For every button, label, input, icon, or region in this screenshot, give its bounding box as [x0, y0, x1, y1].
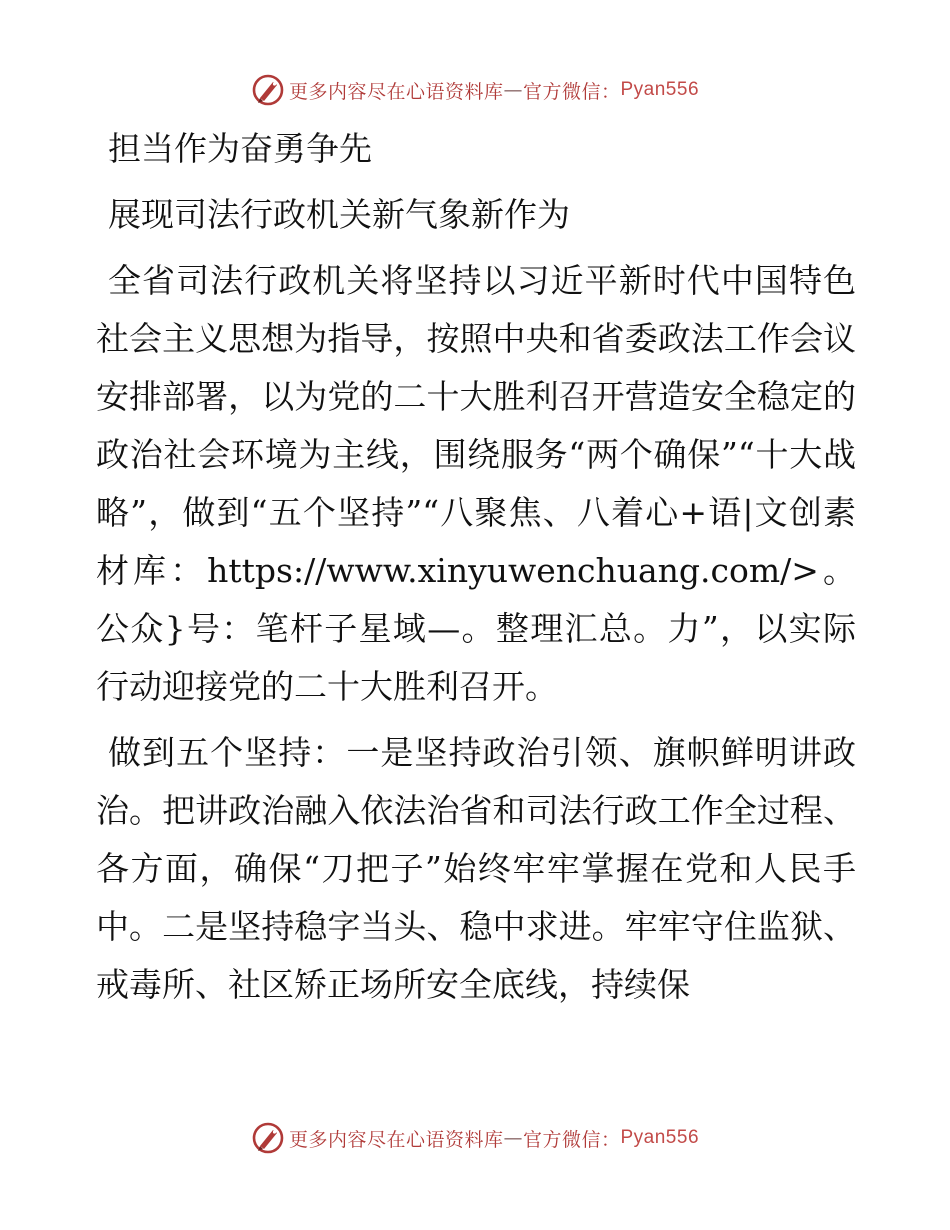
- header-contact-label: 官方微信：: [522, 80, 621, 103]
- paragraph-2: 做到五个坚持：一是坚持政治引领、旗帜鲜明讲政治。把讲政治融入依法治省和司法行政工作全过程、各方面，确保“刀把子”始终牢牢掌握在党和人民手中。二是坚持稳字当头、稳中求进。牢牢守住监狱、戒毒所、社区矫正场所安全底线，持续保: [96, 733, 856, 1004]
- header-banner: [0, 70, 950, 110]
- pen-logo-icon: [251, 1121, 285, 1155]
- header-banner-text: 更多内容尽在心语资料库: [288, 80, 504, 103]
- footer-contact-label: 官方微信：: [522, 1128, 621, 1151]
- header-contact-id: Pyan556: [620, 79, 700, 100]
- title-line-2: 展现司法行政机关新气象新作为: [108, 195, 570, 234]
- title-line-1: 担当作为奋勇争先: [108, 129, 372, 168]
- paragraph-1: 全省司法行政机关将坚持以习近平新时代中国特色社会主义思想为指导，按照中央和省委政法工作会议安排部署，以为党的二十大胜利召开营造安全稳定的政治社会环境为主线，围绕服务“两个确保”“十大战略”，做到“五个坚持”“八聚焦、八着心+语|文创素材库：https://www.xinyuwenchuang.com/>。公众}号：笔杆子星域—。整理汇总。力”，以实际行动迎接党的二十大胜利召开。: [96, 261, 856, 706]
- footer-banner-text: 更多内容尽在心语资料库: [288, 1128, 504, 1151]
- header-banner-separator: —: [503, 79, 523, 101]
- footer-banner-separator: —: [503, 1127, 523, 1149]
- document-body: [96, 120, 856, 1022]
- pen-logo-icon: [251, 73, 285, 107]
- footer-contact-id: Pyan556: [620, 1127, 700, 1148]
- footer-banner: [0, 1118, 950, 1158]
